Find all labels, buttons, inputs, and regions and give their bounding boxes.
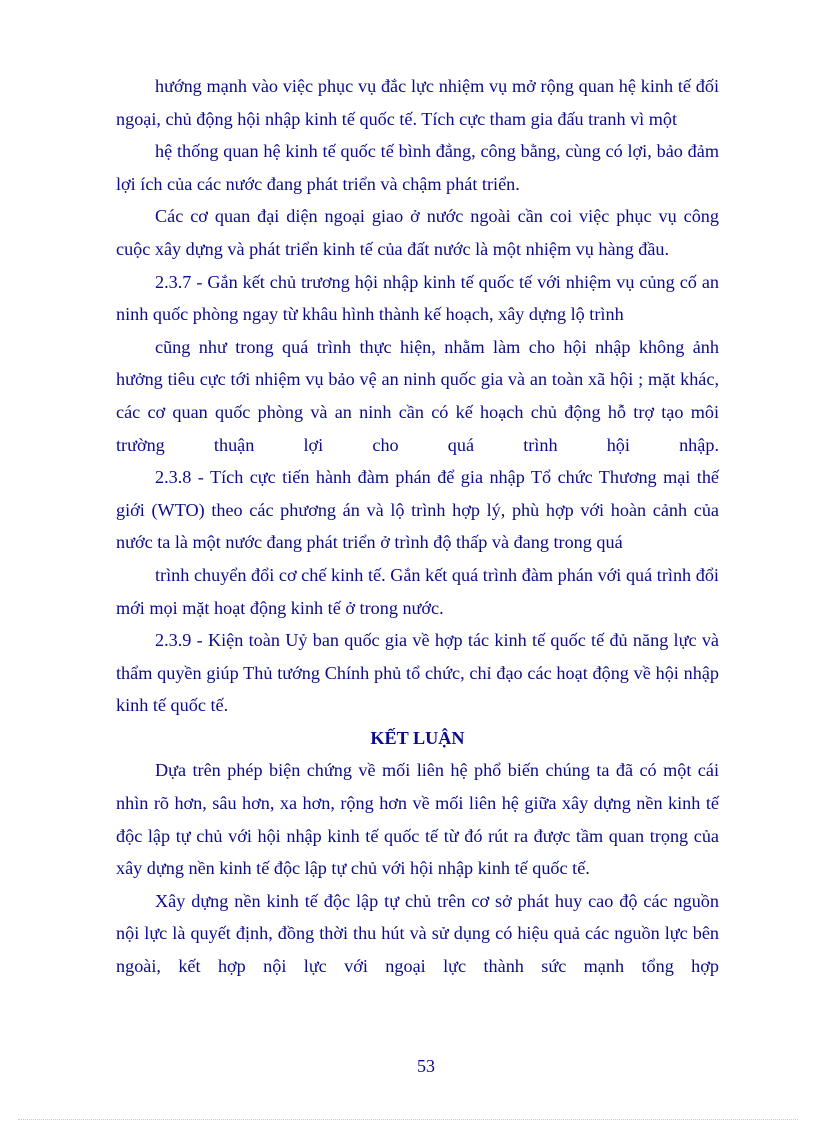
paragraph-2: hệ thống quan hệ kinh tế quốc tế bình đẳng, công bằng, cùng có lợi, bảo đảm lợi ích của các nước đang phát triển và chậm phát triển. bbox=[116, 141, 719, 194]
paragraph-3: Các cơ quan đại diện ngoại giao ở nước ngoài cần coi việc phục vụ công cuộc xây dựng và phát triển kinh tế của đất nước là một nhiệm vụ hàng đầu. bbox=[116, 206, 719, 259]
paragraph-conclusion-1: Dựa trên phép biện chứng về mối liên hệ phổ biến chúng ta đã có một cái nhìn rõ hơn, sâu hơn, xa hơn, rộng hơn về mối liên hệ giữa xây dựng nền kinh tế độc lập tự chủ với hội nhập kinh tế quốc tế từ đó rút ra được tầm quan trọng của xây dựng nền kinh tế độc lập tự chủ với hội nhập kinh tế quốc tế. bbox=[116, 760, 719, 879]
paragraph-2-3-9: 2.3.9 - Kiện toàn Uỷ ban quốc gia về hợp tác kinh tế quốc tế đủ năng lực và thẩm quyền giúp Thủ tướng Chính phủ tổ chức, chỉ đạo các hoạt động về hội nhập kinh tế quốc tế. bbox=[116, 630, 719, 716]
paragraph-2-3-7: 2.3.7 - Gắn kết chủ trương hội nhập kinh tế quốc tế với nhiệm vụ củng cố an ninh quốc phòng ngay từ khâu hình thành kế hoạch, xây dựng lộ trình bbox=[116, 271, 719, 325]
paragraph-5: trình chuyển đổi cơ chế kinh tế. Gắn kết quá trình đàm phán với quá trình đổi mới mọi mặt hoạt động kinh tế ở trong nước. bbox=[116, 564, 719, 618]
section-heading-conclusion: KẾT LUẬN bbox=[370, 727, 465, 748]
page-bottom-divider bbox=[18, 1119, 798, 1120]
paragraph-1: hướng mạnh vào việc phục vụ đắc lực nhiệm vụ mở rộng quan hệ kinh tế đối ngoại, chủ động hội nhập kinh tế quốc tế. Tích cực tham gia đấu tranh vì một bbox=[116, 76, 719, 129]
paragraph-conclusion-2: Xây dựng nền kinh tế độc lập tự chủ trên cơ sở phát huy cao độ các nguồn nội lực là quyết định, đồng thời thu hút và sử dụng có hiệu quả các nguồn lực bên ngoài, kết hợp nội lực với ngoại lực thành sức mạnh tổng hợp bbox=[116, 890, 719, 977]
page-number: 53 bbox=[417, 1056, 435, 1076]
paragraph-4: cũng như trong quá trình thực hiện, nhằm làm cho hội nhập không ảnh hưởng tiêu cực tới nhiệm vụ bảo vệ an ninh quốc gia và an toàn xã hội ; mặt khác, các cơ quan quốc phòng và an ninh cần có kế hoạch chủ động hỗ trợ tạo môi trường thuận lợi cho quá trình hội nhập. bbox=[116, 336, 719, 455]
paragraph-2-3-8: 2.3.8 - Tích cực tiến hành đàm phán để gia nhập Tổ chức Thương mại thế giới (WTO) theo các phương án và lộ trình hợp lý, phù hợp với hoàn cảnh của nước ta là một nước đang phát triển ở trình độ thấp và đang trong quá bbox=[116, 467, 719, 553]
document-body bbox=[116, 70, 719, 983]
